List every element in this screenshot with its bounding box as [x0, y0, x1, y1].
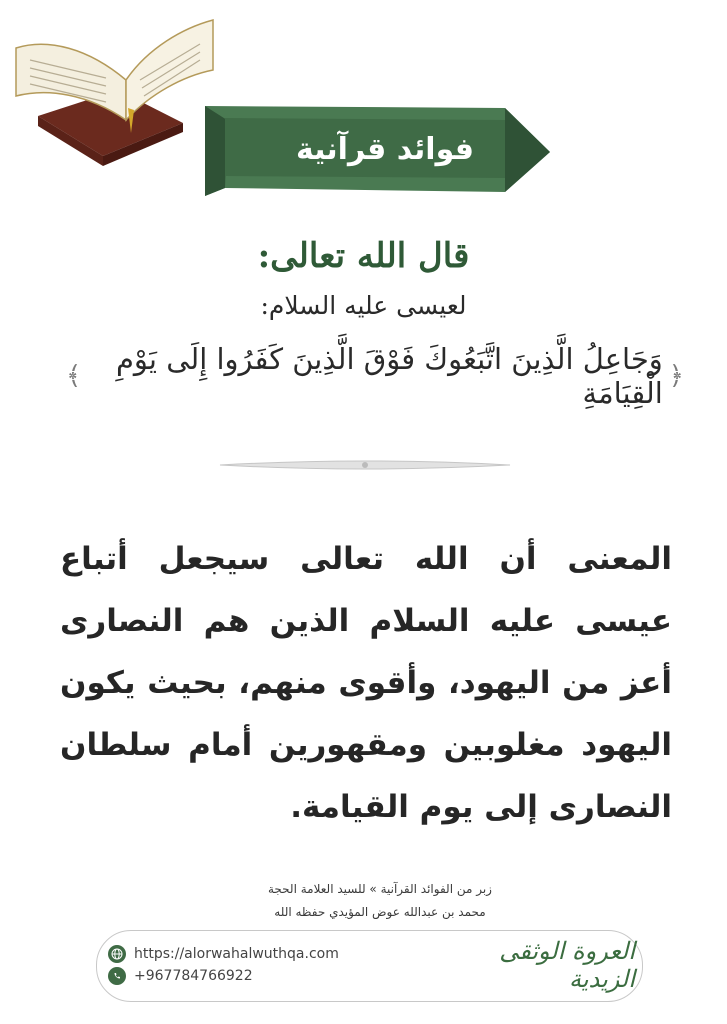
quran-verse	[60, 342, 690, 410]
credit-line-2: محمد بن عبدالله عوض المؤيدي حفظه الله	[274, 905, 486, 919]
whatsapp-icon	[108, 967, 126, 985]
verse-intro-heading: قال الله تعالى:	[257, 236, 470, 276]
organization-logo	[455, 932, 635, 998]
logo-text: العروة الوثقى الزيدية	[499, 937, 635, 993]
verse-open-bracket: ﴿	[668, 361, 684, 391]
website-link[interactable]: https://alorwahalwuthqa.com	[134, 946, 339, 962]
website-row[interactable]	[108, 944, 339, 964]
globe-icon	[108, 945, 126, 963]
quran-book-illustration	[8, 8, 223, 168]
explanation-paragraph: المعنى أن الله تعالى سيجعل أتباع عيسى عليه السلام الذين هم النصارى أعز من اليهود، وأقوى منهم، بحيث يكون اليهود مغلوبين ومقهورين أمام سلطان النصارى إلى يوم القيامة.	[60, 541, 672, 825]
verse-subheading: لعيسى عليه السلام:	[260, 291, 467, 320]
verse-text: وَجَاعِلُ الَّذِينَ اتَّبَعُوكَ فَوْقَ الَّذِينَ كَفَرُوا إِلَى يَوْمِ الْقِيَامَةِ	[115, 342, 663, 410]
phone-number[interactable]: +967784766922	[134, 968, 253, 984]
ornamental-divider	[215, 455, 515, 475]
banner-title: فوائد قرآنية	[295, 131, 475, 167]
verse-close-bracket: ﴾	[66, 361, 82, 391]
phone-row[interactable]	[108, 966, 253, 986]
credit-line-1: زبر من الفوائد القرآنية » للسيد العلامة الحجة	[268, 882, 492, 896]
